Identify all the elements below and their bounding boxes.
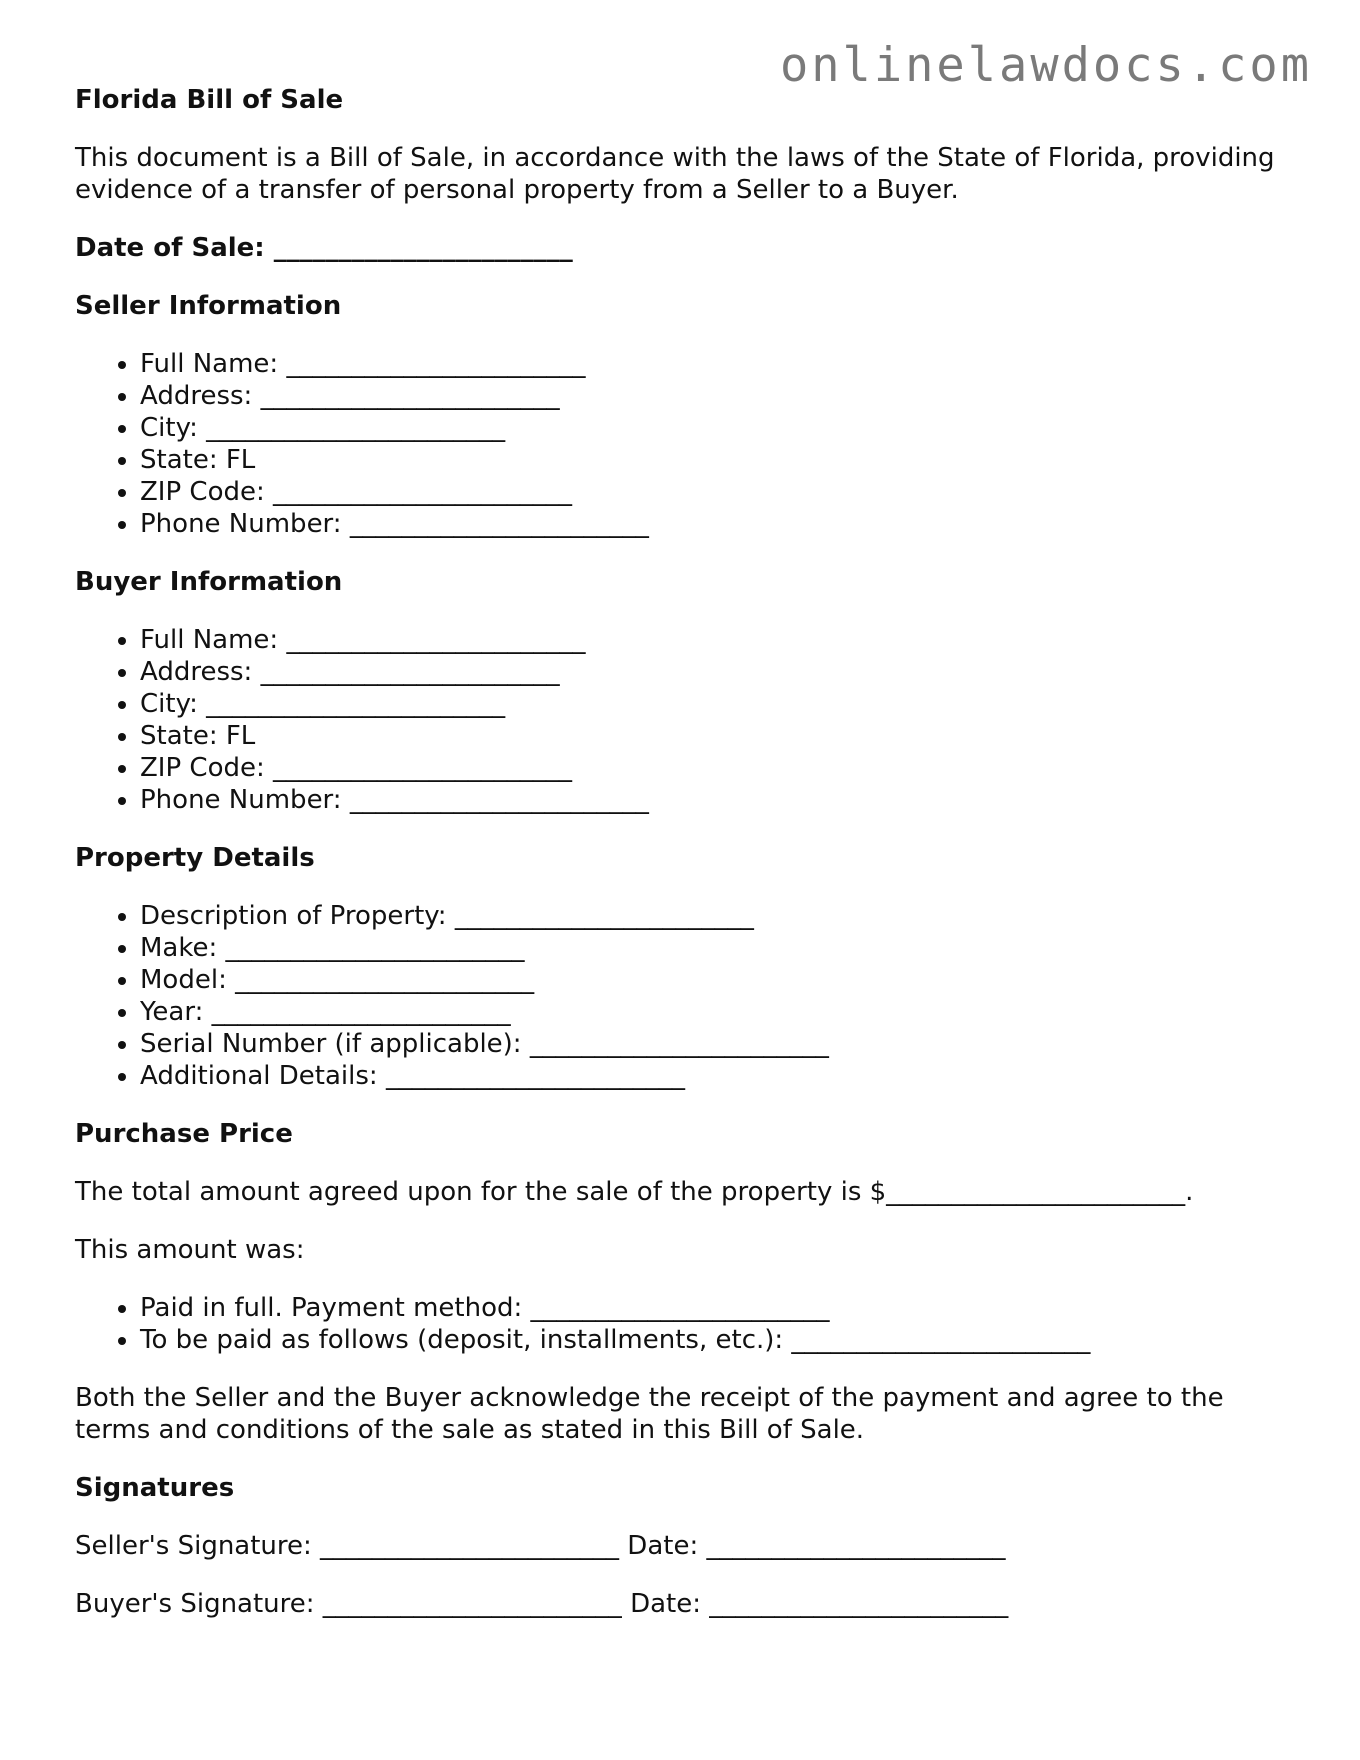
property-details-list	[75, 900, 1295, 1092]
purchase-price-heading: Purchase Price	[75, 1119, 293, 1149]
document-page	[75, 84, 1295, 1646]
property-description-item: • Description of Property: _______________________	[140, 900, 1295, 932]
seller-signature-line: Seller's Signature: _______________________ Date: _______________________	[75, 1531, 1006, 1561]
seller-phone-item: • Phone Number: _______________________	[140, 508, 1295, 540]
property-heading: Property Details	[75, 843, 315, 873]
date-of-sale-line	[75, 232, 1295, 264]
payment-terms-list	[75, 1292, 1295, 1356]
property-serial-item: • Serial Number (if applicable): _______________________	[140, 1028, 1295, 1060]
buyer-state-item: • State: FL	[140, 720, 1295, 752]
buyer-phone-item: • Phone Number: _______________________	[140, 784, 1295, 816]
buyer-info-list	[75, 624, 1295, 816]
date-of-sale-blank: _______________________	[273, 233, 573, 263]
buyer-full-name-item: • Full Name: _______________________	[140, 624, 1295, 656]
watermark: onlinelawdocs.com	[779, 38, 1312, 93]
buyer-signature-line: Buyer's Signature: _______________________ Date: _______________________	[75, 1589, 1009, 1619]
buyer-zip-item: • ZIP Code: _______________________	[140, 752, 1295, 784]
paid-in-full-item: • Paid in full. Payment method: _______________________	[140, 1292, 1295, 1324]
signatures-heading: Signatures	[75, 1473, 235, 1503]
purchase-total-text: The total amount agreed upon for the sale of the property is $_______________________.	[75, 1177, 1194, 1207]
seller-address-item: • Address: _______________________	[140, 380, 1295, 412]
installments-item: • To be paid as follows (deposit, installments, etc.): _______________________	[140, 1324, 1295, 1356]
acknowledgement-paragraph: Both the Seller and the Buyer acknowledge the receipt of the payment and agree to the terms and conditions of the sale as stated in this Bill of Sale.	[75, 1383, 1224, 1445]
seller-city-item: • City: _______________________	[140, 412, 1295, 444]
document-title: Florida Bill of Sale	[75, 85, 344, 115]
seller-full-name-item: • Full Name: _______________________	[140, 348, 1295, 380]
property-additional-item: • Additional Details: _______________________	[140, 1060, 1295, 1092]
property-make-item: • Make: _______________________	[140, 932, 1295, 964]
date-of-sale-label: Date of Sale:	[75, 233, 265, 263]
property-model-item: • Model: _______________________	[140, 964, 1295, 996]
property-year-item: • Year: _______________________	[140, 996, 1295, 1028]
seller-heading: Seller Information	[75, 291, 342, 321]
seller-state-item: • State: FL	[140, 444, 1295, 476]
seller-zip-item: • ZIP Code: _______________________	[140, 476, 1295, 508]
buyer-address-item: • Address: _______________________	[140, 656, 1295, 688]
buyer-heading: Buyer Information	[75, 567, 343, 597]
intro-paragraph: This document is a Bill of Sale, in accordance with the laws of the State of Florida, providing evidence of a transfer of personal property from a Seller to a Buyer.	[75, 143, 1275, 205]
seller-info-list	[75, 348, 1295, 540]
buyer-city-item: • City: _______________________	[140, 688, 1295, 720]
amount-was-text: This amount was:	[75, 1235, 305, 1265]
